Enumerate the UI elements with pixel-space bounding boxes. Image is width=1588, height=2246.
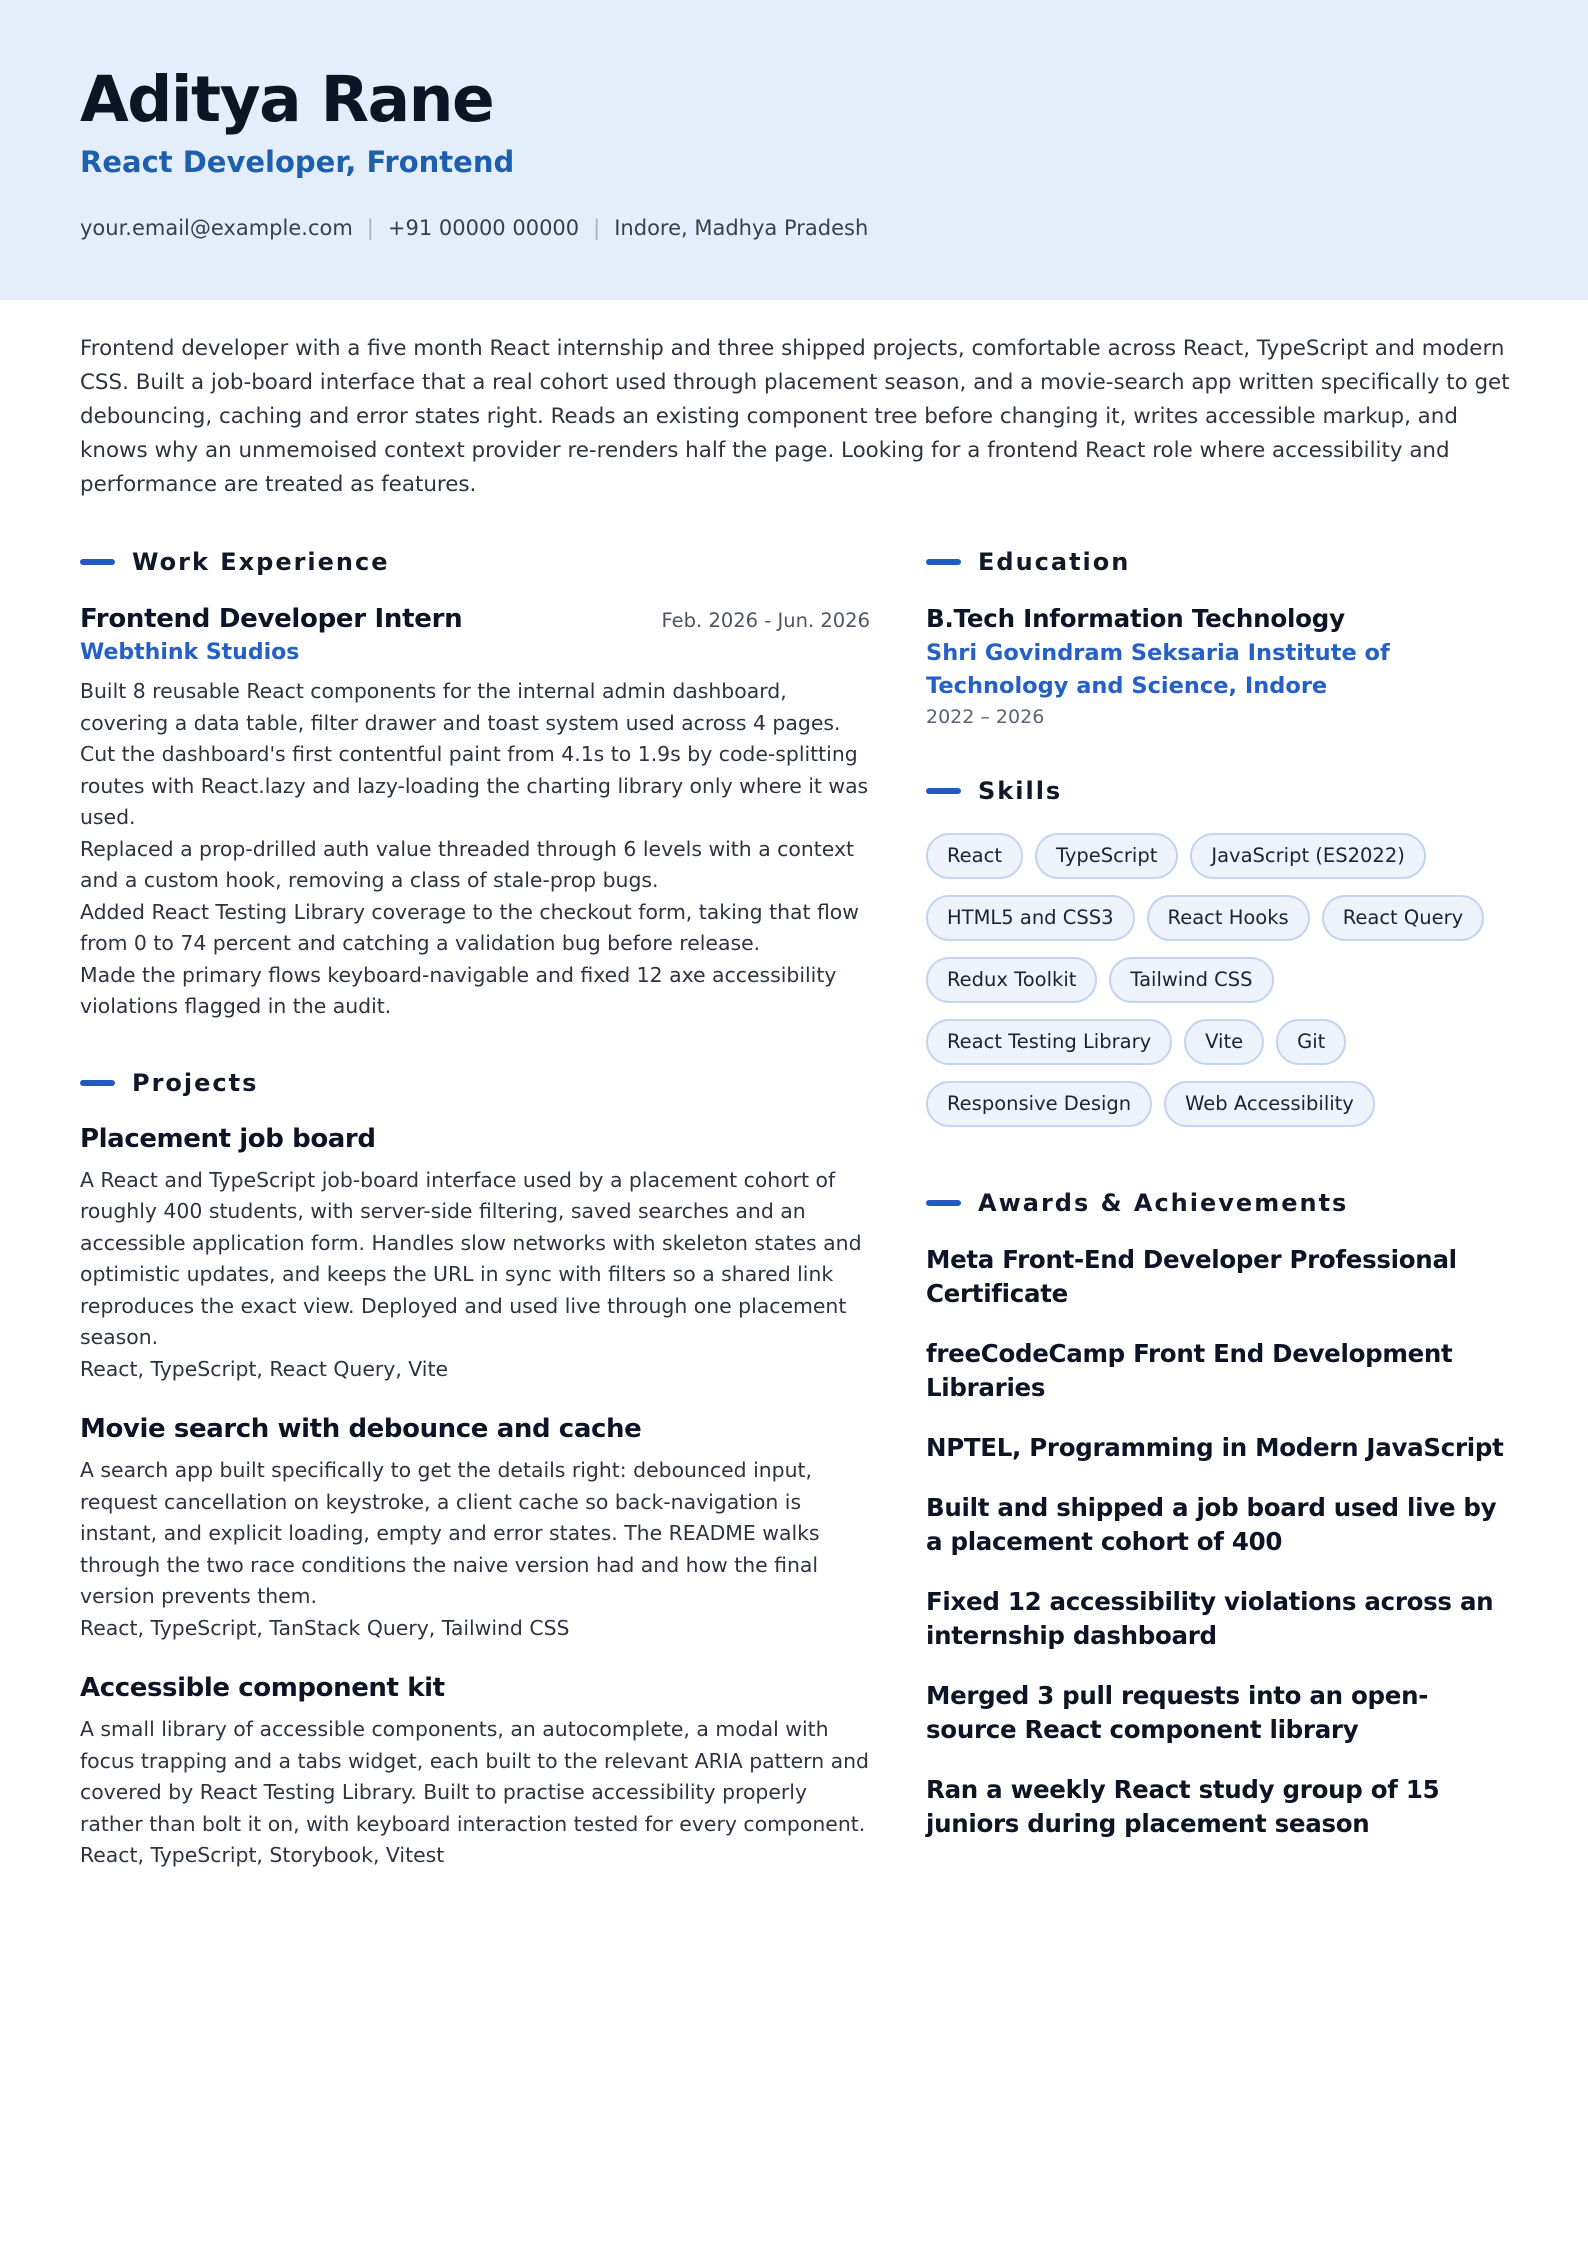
project-tech-stack: React, TypeScript, Storybook, Vitest [80,1843,445,1867]
skill-chip: JavaScript (ES2022) [1190,833,1426,879]
section-accent-bar [926,788,961,794]
project-description: A React and TypeScript job-board interface used by a placement cohort of roughly 400 students, with server-side filtering, saved searches and an accessible application form. Handles slow networks with skeleton states and optimistic updates, and keeps the URL in sync with filters so a shared link reproduces the exact view. Deployed and used live through one placement season. [80,1167,862,1349]
summary-paragraph: Frontend developer with a five month React internship and three shipped projects, comfortable across React, TypeScript and modern CSS. Built a job-board interface that a real cohort used through placement season, and a movie-search app written specifically to get debouncing, caching and error states right. Reads an existing component tree before changing it, writes accessible markup, and knows why an unmemoised context provider re-renders half the page. Looking for a frontend React role where accessibility and performance are treated as features. [80,336,1510,497]
job-title: Frontend Developer Intern [80,604,463,634]
project-title: Accessible component kit [80,1673,445,1703]
section-accent-bar [80,1080,115,1086]
job-bullet: Replaced a prop-drilled auth value threaded through 6 levels with a context and a custom hook, removing a class of stale-prop bugs. [80,836,855,892]
job-entry [80,604,870,1023]
candidate-name: Aditya Rane [80,63,494,136]
project-tech-stack: React, TypeScript, TanStack Query, Tailwind CSS [80,1615,570,1640]
project-entry [80,1411,870,1644]
project-title: Placement job board [80,1123,376,1154]
award-item: Fixed 12 accessibility violations across an internship dashboard [926,1587,1494,1650]
project-title: Movie search with debounce and cache [80,1414,642,1444]
section-title: Awards & Achievements [978,1189,1349,1217]
section-accent-bar [80,559,115,565]
contact-line [80,212,868,244]
skills-list [926,833,1516,1143]
project-tech-stack: React, TypeScript, React Query, Vite [80,1356,449,1381]
section-title: Work Experience [132,548,390,576]
company-name: Webthink Studios [80,640,300,665]
project-entry [80,1670,870,1872]
skills-heading [926,769,1516,813]
awards-heading [926,1181,1516,1225]
skill-chip: HTML5 and CSS3 [926,895,1135,941]
skill-chip: Vite [1184,1019,1264,1065]
job-description [80,676,870,1023]
section-title: Skills [978,777,1063,805]
skill-chip: TypeScript [1035,833,1178,879]
degree-name: B.Tech Information Technology [926,604,1345,633]
candidate-role: React Developer, Frontend [80,145,515,179]
skill-chip: React Testing Library [926,1019,1172,1065]
skill-chip: Responsive Design [926,1081,1152,1127]
award-item: Built and shipped a job board used live by a placement cohort of 400 [926,1493,1497,1556]
section-accent-bar [926,559,961,565]
education-years: 2022 – 2026 [926,706,1045,728]
skill-chip: Web Accessibility [1164,1081,1375,1127]
contact-divider: | [366,216,374,240]
project-description: A small library of accessible components, an autocomplete, a modal with focus trapping and a tabs widget, each built to the relevant ARIA pattern and covered by React Testing Library. Built to practise accessibility properly rather than bolt it on, with keyboard interaction tested for every component. [80,1717,869,1836]
skill-chip: Redux Toolkit [926,957,1097,1003]
job-bullet: Built 8 reusable React components for the internal admin dashboard, covering a data table, filter drawer and toast system used across 4 pages. [80,679,841,735]
projects-heading [80,1061,870,1105]
job-bullet: Added React Testing Library coverage to the checkout form, taking that flow from 0 to 74 percent and catching a validation bug before release. [80,899,859,955]
section-title: Projects [132,1068,259,1097]
left-column [80,540,870,1872]
project-description: A search app built specifically to get the details right: debounced input, request cancellation on keystroke, a client cache so back-navigation is instant, and explicit loading, empty and error states. The README walks through the two race conditions the naive version had and how the final version prevents them. [80,1458,820,1608]
education-heading [926,540,1516,584]
contact-phone: +91 00000 00000 [387,216,580,240]
award-item: Meta Front-End Developer Professional Certificate [926,1245,1457,1308]
skill-chip: React Hooks [1147,895,1310,941]
right-column [926,540,1516,1867]
section-title: Education [978,548,1131,576]
institute-name: Shri Govindram Seksaria Institute of Technology and Science, Indore [926,640,1390,699]
section-accent-bar [926,1200,961,1206]
skill-chip: React [926,833,1023,879]
awards-list [926,1243,1516,1841]
job-bullet: Cut the dashboard's first contentful paint from 4.1s to 1.9s by code-splitting routes with React.lazy and lazy-loading the charting library only where it was used. [80,742,869,829]
award-item: Merged 3 pull requests into an open-source React component library [926,1681,1429,1744]
skill-chip: Tailwind CSS [1109,957,1273,1003]
header-banner [0,0,1588,300]
contact-location: Indore, Madhya Pradesh [614,216,869,240]
skill-chip: React Query [1322,895,1484,941]
contact-divider: | [593,216,601,240]
award-item: NPTEL, Programming in Modern JavaScript [926,1433,1504,1462]
award-item: Ran a weekly React study group of 15 juniors during placement season [926,1775,1440,1838]
job-bullet: Made the primary flows keyboard-navigable and fixed 12 axe accessibility violations flagged in the audit. [80,962,837,1018]
contact-email: your.email@example.com [80,216,353,240]
work-experience-heading [80,540,870,584]
job-dates: Feb. 2026 - Jun. 2026 [661,609,870,632]
skill-chip: Git [1276,1019,1346,1065]
project-entry [80,1121,870,1386]
award-item: freeCodeCamp Front End Development Libraries [926,1339,1453,1402]
